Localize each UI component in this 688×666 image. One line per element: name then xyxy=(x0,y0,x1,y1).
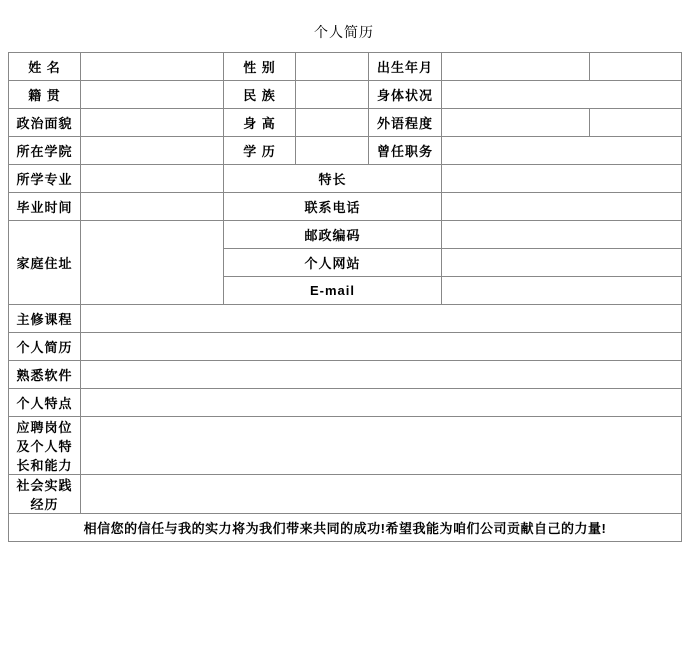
table-row xyxy=(9,417,682,475)
field-self-intro[interactable] xyxy=(81,333,682,361)
label-native-place: 籍 贯 xyxy=(9,81,81,109)
label-home-address: 家庭住址 xyxy=(9,221,81,305)
label-website: 个人网站 xyxy=(224,249,442,277)
field-birth-date[interactable] xyxy=(442,53,590,81)
field-native-place[interactable] xyxy=(81,81,224,109)
page-title: 个人简历 xyxy=(314,24,374,40)
field-political-status[interactable] xyxy=(81,109,224,137)
label-target-position-line2: 及个人特 xyxy=(16,439,73,454)
label-gender: 性 别 xyxy=(224,53,296,81)
label-target-position-line1: 应聘岗位 xyxy=(16,420,73,435)
field-major[interactable] xyxy=(81,165,224,193)
table-row xyxy=(9,221,682,249)
label-birth-date: 出生年月 xyxy=(369,53,442,81)
field-health[interactable] xyxy=(442,81,682,109)
table-row xyxy=(9,389,682,417)
resume-table xyxy=(8,52,682,542)
label-health: 身体状况 xyxy=(369,81,442,109)
field-target-position[interactable] xyxy=(81,417,682,475)
label-personal-traits: 个人特点 xyxy=(9,389,81,417)
field-specialty[interactable] xyxy=(442,165,682,193)
label-foreign-language: 外语程度 xyxy=(369,109,442,137)
label-education: 学 历 xyxy=(224,137,296,165)
label-self-intro: 个人简历 xyxy=(9,333,81,361)
table-row xyxy=(9,137,682,165)
field-personal-traits[interactable] xyxy=(81,389,682,417)
field-software-skills[interactable] xyxy=(81,361,682,389)
label-social-practice-line2: 经历 xyxy=(30,497,59,512)
table-row xyxy=(9,53,682,81)
label-height: 身 高 xyxy=(224,109,296,137)
table-row xyxy=(9,333,682,361)
field-email[interactable] xyxy=(442,277,682,305)
label-political-status: 政治面貌 xyxy=(9,109,81,137)
label-phone: 联系电话 xyxy=(224,193,442,221)
field-home-address[interactable] xyxy=(81,221,224,305)
field-website[interactable] xyxy=(442,249,682,277)
label-social-practice-line1: 社会实践 xyxy=(16,478,73,493)
label-college: 所在学院 xyxy=(9,137,81,165)
label-main-courses: 主修课程 xyxy=(9,305,81,333)
field-social-practice[interactable] xyxy=(81,475,682,514)
field-foreign-language-extra[interactable] xyxy=(590,109,682,137)
table-row-footer xyxy=(9,514,682,542)
field-gender[interactable] xyxy=(296,53,369,81)
field-college[interactable] xyxy=(81,137,224,165)
label-graduation-time: 毕业时间 xyxy=(9,193,81,221)
table-row xyxy=(9,305,682,333)
label-nation: 民 族 xyxy=(224,81,296,109)
field-postcode[interactable] xyxy=(442,221,682,249)
label-target-position xyxy=(9,417,81,475)
footer-statement: 相信您的信任与我的实力将为我们带来共同的成功!希望我能为咱们公司贡献自己的力量! xyxy=(9,514,682,542)
table-row xyxy=(9,193,682,221)
field-name[interactable] xyxy=(81,53,224,81)
label-social-practice xyxy=(9,475,81,514)
label-email: E-mail xyxy=(224,277,442,305)
label-target-position-line3: 长和能力 xyxy=(16,458,73,473)
field-phone[interactable] xyxy=(442,193,682,221)
table-row xyxy=(9,361,682,389)
field-height[interactable] xyxy=(296,109,369,137)
field-nation[interactable] xyxy=(296,81,369,109)
table-row xyxy=(9,165,682,193)
field-main-courses[interactable] xyxy=(81,305,682,333)
field-birth-extra[interactable] xyxy=(590,53,682,81)
table-row xyxy=(9,81,682,109)
table-row xyxy=(9,475,682,514)
label-name: 姓 名 xyxy=(9,53,81,81)
field-education[interactable] xyxy=(296,137,369,165)
label-major: 所学专业 xyxy=(9,165,81,193)
label-specialty: 特长 xyxy=(224,165,442,193)
label-postcode: 邮政编码 xyxy=(224,221,442,249)
field-foreign-language[interactable] xyxy=(442,109,590,137)
field-former-position[interactable] xyxy=(442,137,682,165)
label-former-position: 曾任职务 xyxy=(369,137,442,165)
field-graduation-time[interactable] xyxy=(81,193,224,221)
table-row xyxy=(9,109,682,137)
label-software-skills: 熟悉软件 xyxy=(9,361,81,389)
